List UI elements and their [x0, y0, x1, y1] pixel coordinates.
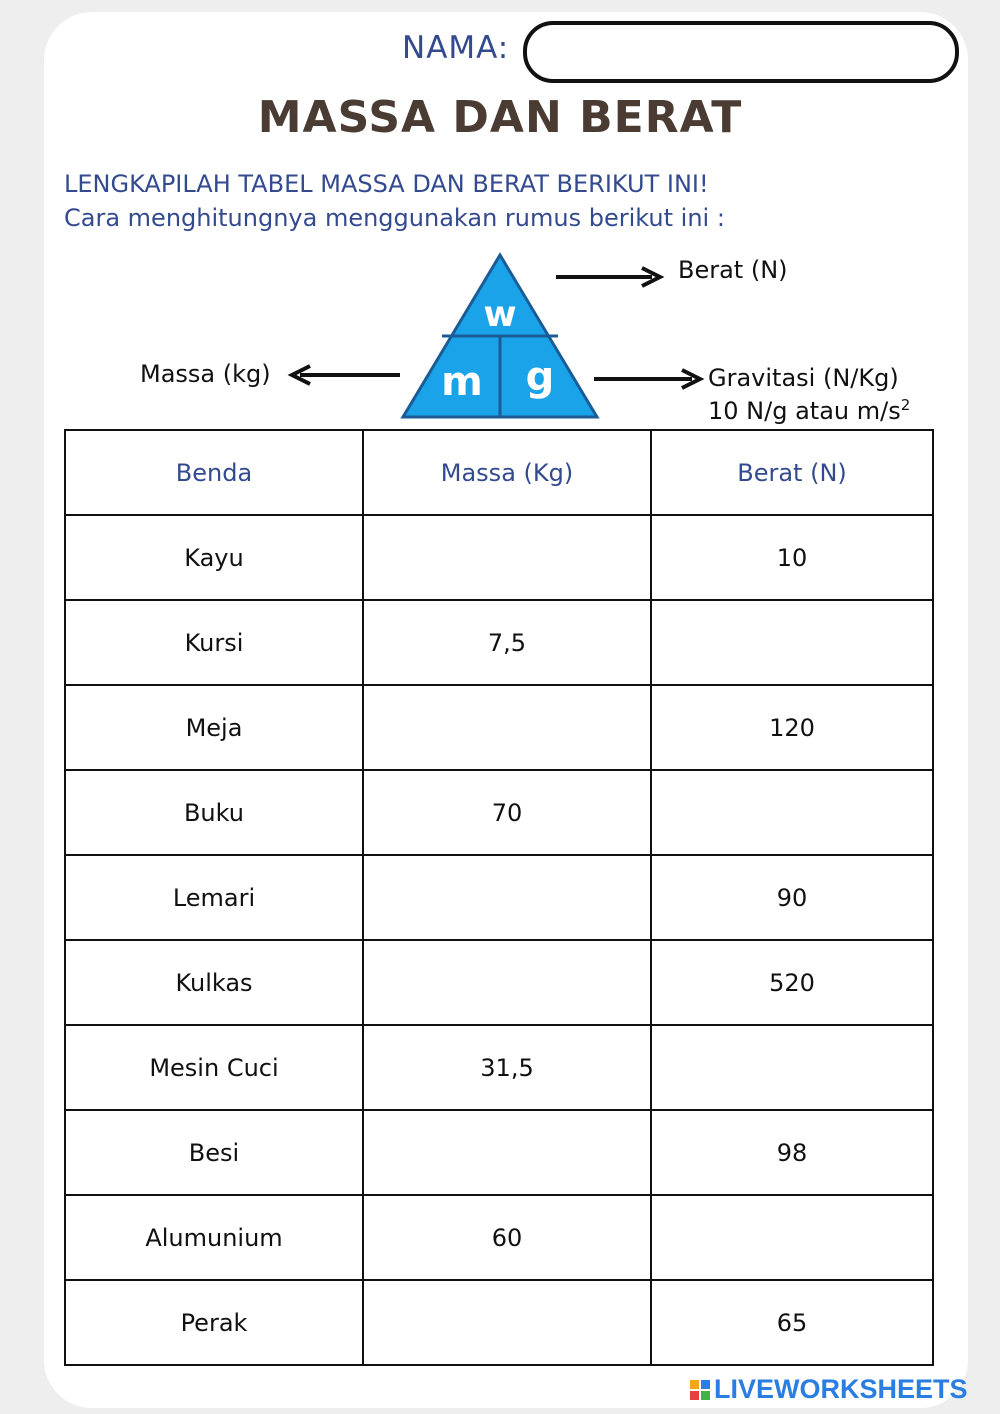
cell-berat: 90 [651, 855, 933, 940]
berat-label: Berat (N) [678, 256, 788, 284]
cell-massa[interactable] [363, 1280, 651, 1365]
cell-berat[interactable] [651, 600, 933, 685]
cell-benda: Kayu [65, 515, 363, 600]
gravitasi-label: Gravitasi (N/Kg) [708, 364, 899, 392]
arrow-right-icon [594, 370, 700, 388]
cell-benda: Kulkas [65, 940, 363, 1025]
mass-weight-table [64, 429, 934, 1366]
header-berat: Berat (N) [651, 430, 933, 515]
cell-massa[interactable] [363, 515, 651, 600]
table-row [65, 1195, 933, 1280]
table-row [65, 1280, 933, 1365]
triangle-w: w [483, 294, 517, 335]
table-row [65, 1110, 933, 1195]
cell-berat: 520 [651, 940, 933, 1025]
header-benda: Benda [65, 430, 363, 515]
brand-name: LIVEWORKSHEETS [714, 1374, 968, 1404]
table-row [65, 1025, 933, 1110]
cell-massa[interactable] [363, 855, 651, 940]
arrow-left-icon [292, 366, 400, 384]
table-row [65, 855, 933, 940]
cell-massa: 31,5 [363, 1025, 651, 1110]
cell-benda: Mesin Cuci [65, 1025, 363, 1110]
cell-massa: 70 [363, 770, 651, 855]
triangle-m: m [441, 359, 483, 405]
cell-massa[interactable] [363, 940, 651, 1025]
gravitasi-exponent: 2 [900, 396, 911, 414]
table-row [65, 515, 933, 600]
cell-massa[interactable] [363, 685, 651, 770]
cell-massa: 7,5 [363, 600, 651, 685]
cell-benda: Kursi [65, 600, 363, 685]
gravitasi-value-text: 10 N/g atau m/s [708, 397, 901, 425]
table-row [65, 685, 933, 770]
arrow-right-icon [556, 268, 660, 286]
table-header-row [65, 430, 933, 515]
cell-benda: Alumunium [65, 1195, 363, 1280]
cell-benda: Perak [65, 1280, 363, 1365]
liveworksheets-logo [690, 1374, 968, 1405]
triangle-g: g [525, 354, 555, 400]
cell-berat[interactable] [651, 1025, 933, 1110]
cell-berat: 120 [651, 685, 933, 770]
cell-berat[interactable] [651, 770, 933, 855]
cell-berat[interactable] [651, 1195, 933, 1280]
name-label: NAMA: [402, 30, 510, 66]
cell-massa: 60 [363, 1195, 651, 1280]
table-row [65, 770, 933, 855]
cell-berat: 98 [651, 1110, 933, 1195]
cell-benda: Buku [65, 770, 363, 855]
cell-benda: Besi [65, 1110, 363, 1195]
cell-benda: Lemari [65, 855, 363, 940]
header-massa: Massa (Kg) [363, 430, 651, 515]
cell-berat: 65 [651, 1280, 933, 1365]
cell-berat: 10 [651, 515, 933, 600]
cell-benda: Meja [65, 685, 363, 770]
gravitasi-value [708, 396, 910, 425]
instruction-line-1: LENGKAPILAH TABEL MASSA DAN BERAT BERIKUT INI! [64, 170, 709, 198]
table-row [65, 940, 933, 1025]
liveworksheets-logo-icon [690, 1380, 710, 1400]
cell-massa[interactable] [363, 1110, 651, 1195]
massa-label: Massa (kg) [140, 360, 271, 388]
table-row [65, 600, 933, 685]
instruction-line-2: Cara menghitungnya menggunakan rumus berikut ini : [64, 204, 725, 232]
page-title: MASSA DAN BERAT [257, 92, 743, 143]
